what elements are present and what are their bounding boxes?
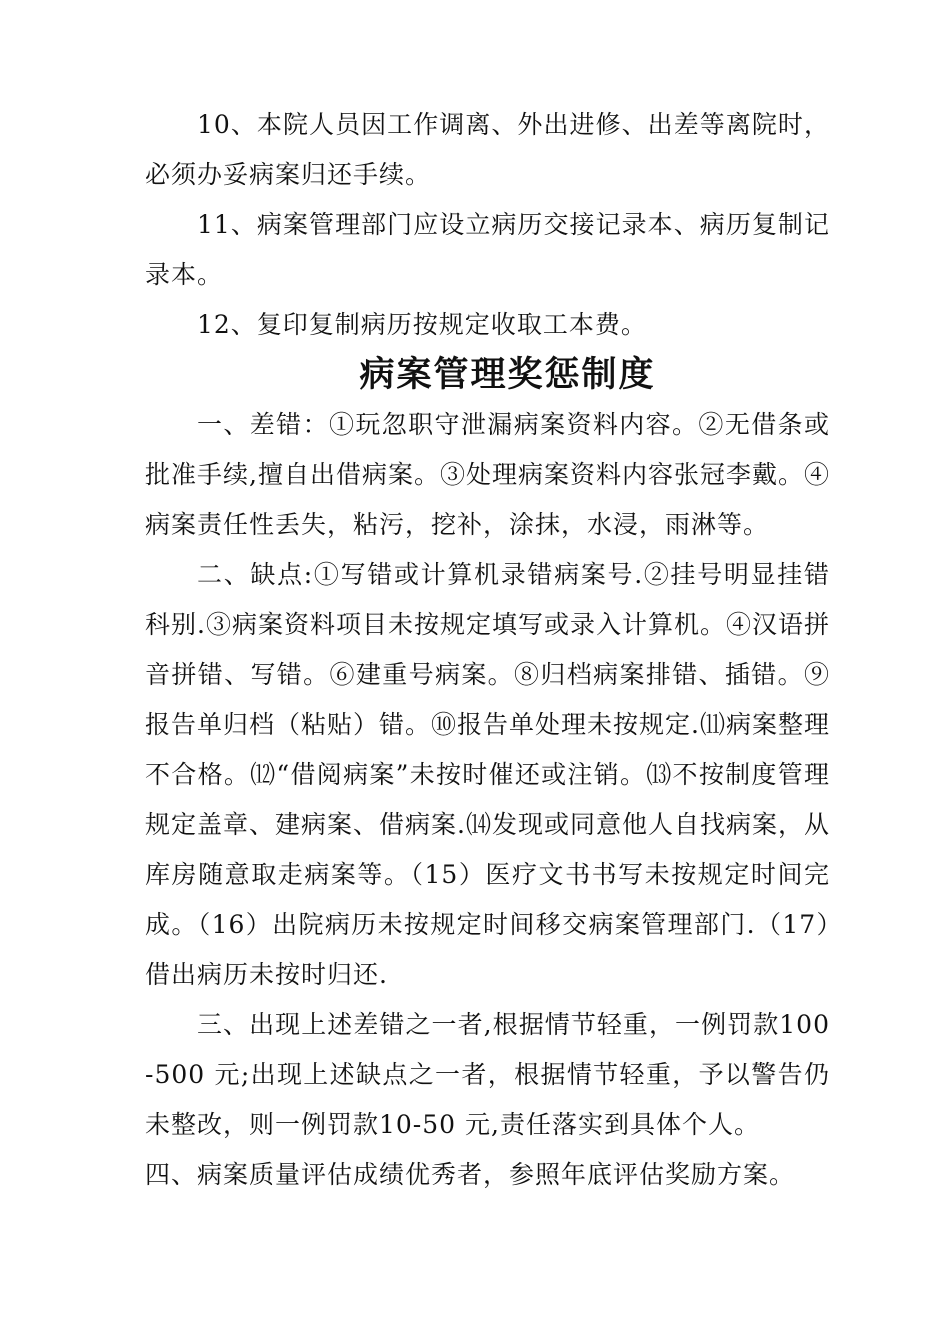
item-12: 12、复印复制病历按规定收取工本费。 [197, 310, 647, 339]
item-11: 11、病案管理部门应设立病历交接记录本、病历复制记录本。 [145, 210, 830, 289]
document-body [145, 100, 830, 1200]
section-errors: 一、差错：①玩忽职守泄漏病案资料内容。②无借条或批准手续,擅自出借病案。③处理病案资料内容张冠李戴。④病案责任性丢失，粘污，挖补，涂抹，水浸，雨淋等。 [145, 410, 830, 539]
section-penalties: 三、出现上述差错之一者,根据情节轻重，一例罚款100-500 元;出现上述缺点之一者，根据情节轻重，予以警告仍未整改，则一例罚款10-50 元,责任落实到具体个人。 [145, 1010, 830, 1139]
section-defects: 二、缺点:①写错或计算机录错病案号.②挂号明显挂错科别.③病案资料项目未按规定填写或录入计算机。④汉语拼音拼错、写错。⑥建重号病案。⑧归档病案排错、插错。⑨报告单归档（粘贴）错。⑩报告单处理未按规定.⑾病案整理不合格。⑿“借阅病案”未按时催还或注销。⒀不按制度管理规定盖章、建病案、借病案.⒁发现或同意他人自找病案，从库房随意取走病案等。（15）医疗文书书写未按规定时间完成。（16）出院病历未按规定时间移交病案管理部门.（17）借出病历未按时归还. [145, 560, 830, 989]
section-title: 病案管理奖惩制度 [359, 355, 656, 395]
item-10: 10、本院人员因工作调离、外出进修、出差等离院时，必须办妥病案归还手续。 [145, 110, 830, 189]
section-rewards: 四、病案质量评估成绩优秀者，参照年底评估奖励方案。 [145, 1160, 796, 1189]
